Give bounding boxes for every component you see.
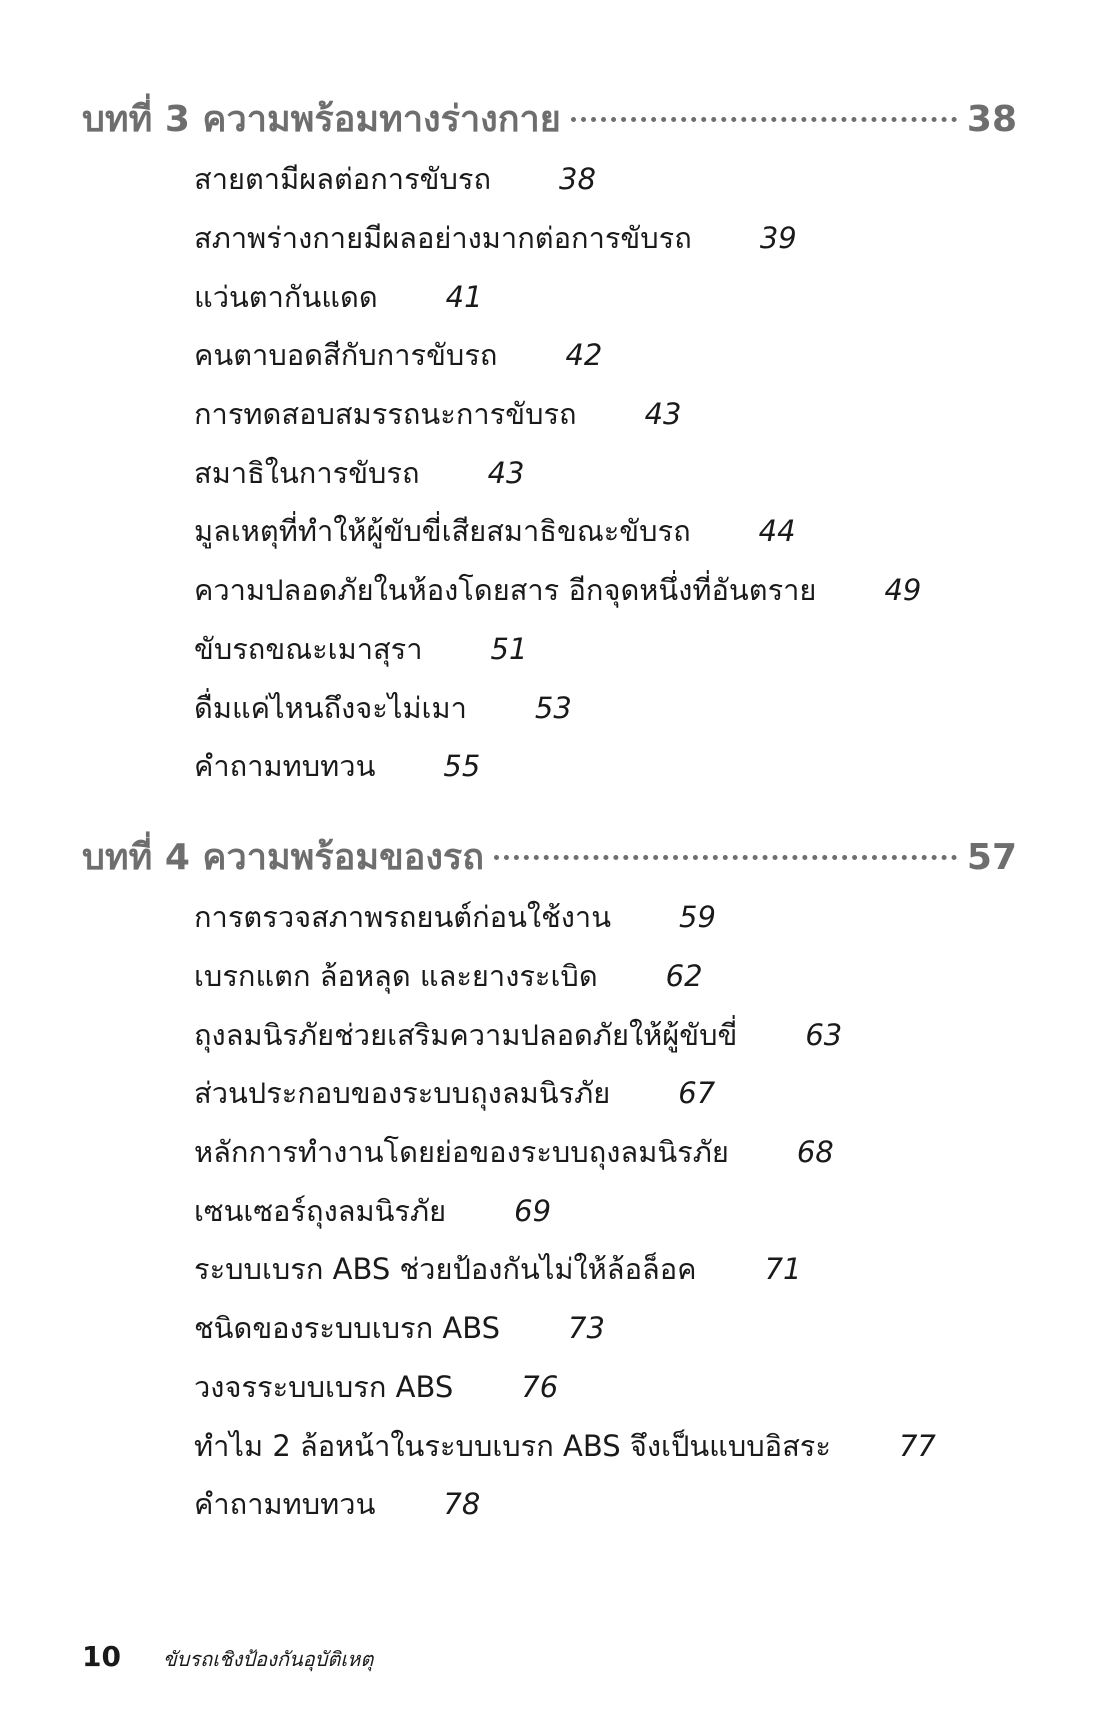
entry-page-number: 53: [534, 690, 572, 725]
entry-page-number: 43: [644, 397, 682, 432]
chapter-3-entries: [82, 150, 1017, 796]
entry-page-number: 68: [796, 1135, 834, 1170]
chapter-heading: [82, 828, 1017, 888]
entry-page-number: 76: [521, 1369, 559, 1404]
chapter-title: บทที่ 3 ความพร้อมทางร่างกาย: [82, 99, 561, 140]
toc-entry: [194, 1358, 1102, 1417]
entry-title: ดื่มแค่ไหนถึงจะไม่เมา: [194, 690, 467, 725]
chapter-3: [82, 90, 1017, 796]
entry-page-number: 78: [443, 1487, 481, 1522]
toc-entry: [194, 443, 1102, 502]
entry-page-number: 69: [514, 1193, 552, 1228]
entry-page-number: 55: [443, 749, 481, 784]
entry-page-number: 59: [679, 900, 716, 935]
chapter-page-number: 57: [966, 837, 1017, 878]
entry-page-number: 41: [445, 279, 483, 314]
toc-entry: [194, 1181, 1102, 1240]
entry-title: คำถามทบทวน: [194, 749, 376, 784]
entry-title: ชนิดของระบบเบรก ABS: [194, 1311, 501, 1346]
toc-entry: [194, 1416, 1102, 1475]
entry-page-number: 44: [758, 514, 796, 549]
entry-title: สภาพร่างกายมีผลอย่างมากต่อการขับรถ: [194, 221, 692, 256]
toc-entry: [194, 1005, 1102, 1064]
toc-entry: [194, 561, 1102, 620]
entry-title: เซนเซอร์ถุงลมนิรภัย: [194, 1193, 447, 1228]
entry-title: การทดสอบสมรรถนะการขับรถ: [194, 397, 577, 432]
entry-title: เบรกแตก ล้อหลุด และยางระเบิด: [194, 959, 598, 994]
entry-title: คำถามทบทวน: [194, 1487, 376, 1522]
entry-title: สายตามีผลต่อการขับรถ: [194, 162, 492, 197]
entry-page-number: 49: [884, 573, 922, 608]
footer-book-title: ขับรถเชิงป้องกันอุบัติเหตุ: [162, 1647, 374, 1671]
entry-page-number: 63: [805, 1017, 843, 1052]
toc-entry: [194, 1299, 1102, 1358]
chapter-4-entries: [82, 888, 1017, 1534]
entry-title: ส่วนประกอบของระบบถุงลมนิรภัย: [194, 1076, 611, 1111]
toc-entry: [194, 1475, 1102, 1534]
toc-entry: [194, 1240, 1102, 1299]
toc-entry: [194, 947, 1102, 1006]
entry-title: ถุงลมนิรภัยช่วยเสริมความปลอดภัยให้ผู้ขับขี่: [194, 1017, 738, 1052]
entry-page-number: 77: [898, 1428, 936, 1463]
toc-entry: [194, 385, 1102, 444]
entry-page-number: 39: [759, 221, 797, 256]
entry-title: การตรวจสภาพรถยนต์ก่อนใช้งาน: [194, 900, 612, 935]
entry-page-number: 62: [665, 959, 703, 994]
entry-title: มูลเหตุที่ทำให้ผู้ขับขี่เสียสมาธิขณะขับรถ: [194, 514, 691, 549]
dot-leader: [571, 117, 957, 122]
toc-entry: [194, 209, 1102, 268]
chapter-heading: [82, 90, 1017, 150]
entry-title: สมาธิในการขับรถ: [194, 455, 420, 490]
entry-title: ขับรถขณะเมาสุรา: [194, 631, 423, 666]
page-footer: [82, 1640, 373, 1675]
entry-title: ระบบเบรก ABS ช่วยป้องกันไม่ให้ล้อล็อค: [194, 1252, 697, 1287]
toc-entry: [194, 1123, 1102, 1182]
toc-entry: [194, 888, 1102, 947]
chapter-4: [82, 828, 1017, 1534]
entry-page-number: 73: [568, 1311, 605, 1346]
entry-page-number: 51: [490, 631, 528, 666]
entry-page-number: 38: [559, 162, 596, 197]
toc-entry: [194, 267, 1102, 326]
entry-title: วงจรระบบเบรก ABS: [194, 1369, 454, 1404]
toc-entry: [194, 737, 1102, 796]
chapter-page-number: 38: [966, 99, 1017, 140]
toc-entry: [194, 502, 1102, 561]
chapter-title: บทที่ 4 ความพร้อมของรถ: [82, 837, 485, 878]
dot-leader: [494, 855, 957, 860]
entry-title: คนตาบอดสีกับการขับรถ: [194, 338, 498, 373]
toc-entry: [194, 620, 1102, 679]
toc-entry: [194, 1064, 1102, 1123]
toc-entry: [194, 150, 1102, 209]
entry-title: ทำไม 2 ล้อหน้าในระบบเบรก ABS จึงเป็นแบบอิสระ: [194, 1428, 831, 1463]
entry-title: หลักการทำงานโดยย่อของระบบถุงลมนิรภัย: [194, 1135, 729, 1170]
entry-page-number: 71: [764, 1252, 802, 1287]
entry-title: แว่นตากันแดด: [194, 279, 378, 314]
footer-page-number: 10: [82, 1640, 121, 1673]
entry-page-number: 43: [487, 455, 525, 490]
toc-entry: [194, 326, 1102, 385]
entry-title: ความปลอดภัยในห้องโดยสาร อีกจุดหนึ่งที่อันตราย: [194, 573, 817, 608]
entry-page-number: 42: [565, 338, 603, 373]
toc-entry: [194, 678, 1102, 737]
entry-page-number: 67: [678, 1076, 716, 1111]
